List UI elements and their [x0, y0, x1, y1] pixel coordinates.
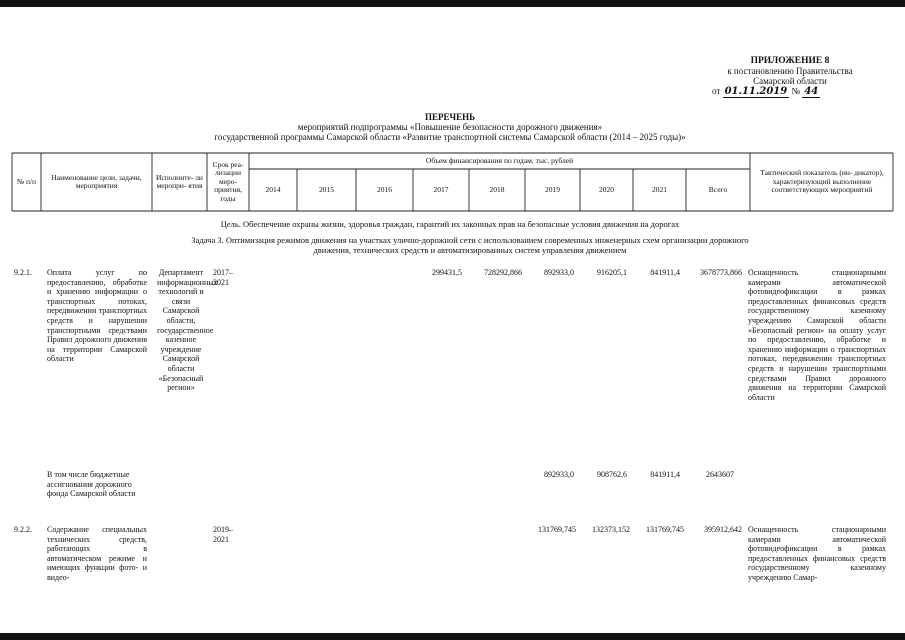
number-label: №	[791, 86, 801, 96]
scan-bottom-border	[0, 633, 905, 640]
row-9-2-2-num: 9.2.2.	[14, 525, 32, 534]
row-subtotal-name: В том числе бюджетные ассигнования дорожного фонда Самарской области	[47, 470, 136, 499]
row-9-2-2-total: 395912,642	[704, 525, 742, 534]
row-9-2-1-num: 9.2.1.	[14, 268, 32, 277]
row-9-2-1-term: 2017– 2021	[213, 268, 233, 287]
document-title: ПЕРЕЧЕНЬ	[424, 112, 476, 122]
header-num: № п/п	[16, 176, 37, 186]
row-9-2-2-2019: 131769,745	[538, 525, 576, 534]
header-year-2020: 2020	[599, 184, 614, 194]
header-year-2016: 2016	[377, 184, 392, 194]
header-year-2019: 2019	[545, 184, 560, 194]
document-subtitle-2: государственной программы Самарской области «Развитие транспортной системы Самарской области (2014 – 2025 годы)»	[214, 132, 686, 142]
row-9-2-2-indicator: Оснащенность стационарными камерами автоматической фотовидеофиксации в рамках предоставленных финансовых средств государственному казенному учреждению Самар-	[748, 525, 886, 582]
document-subtitle-1: мероприятий подпрограммы «Повышение безопасности дорожного движения»	[297, 122, 603, 132]
row-9-2-2-2021: 131769,745	[646, 525, 684, 534]
row-9-2-2-name: Содержание специальных технических средств, работающих в автоматическом режиме и имеющих функции фото- и видео-	[47, 525, 147, 582]
appendix-date-line	[712, 86, 862, 97]
row-9-2-1-2017: 299431,5	[432, 268, 462, 277]
appendix-title: ПРИЛОЖЕНИЕ 8	[750, 56, 830, 66]
row-9-2-1-name: Оплата услуг по предоставлению, обработке и хранению информации о транспортных потоках, передвижении транспортных средств и нарушении транспортными средствами Правил дорожного движения на территории Самарской области	[47, 268, 147, 364]
task-text	[150, 235, 790, 255]
row-9-2-1-indicator: Оснащенность стационарными камерами автоматической фотовидеофиксации в рамках предоставленных финансовых средств государственному казенному учреждению Самарской области «Безопасный регион» на оплату услуг по предоставлению, обработке и хранению информации о транспортных потоках, передвижении транспортных средств и нарушении транспортными средствами Правил дорожного движения на территории Самарской области	[748, 268, 886, 402]
row-9-2-1-total: 3678773,866	[700, 268, 742, 277]
row-9-2-1-2018: 728292,866	[484, 268, 522, 277]
header-name: Наименование цели, задачи, мероприятия	[51, 172, 142, 190]
handwritten-date: 01.11.2019	[724, 86, 788, 97]
header-year-2021: 2021	[652, 184, 667, 194]
handwritten-number: 44	[804, 86, 819, 97]
row-9-2-1-2021: 841911,4	[650, 268, 680, 277]
header-year-2017: 2017	[433, 184, 449, 194]
appendix-header	[690, 56, 890, 86]
goal-text: Цель. Обеспечение охраны жизни, здоровья граждан, гарантий их законных прав на безопасные условия движения на дорогах	[220, 219, 680, 229]
header-year-2018: 2018	[489, 184, 505, 194]
from-label: от	[712, 86, 721, 96]
row-9-2-2-2020: 132373,152	[592, 525, 630, 534]
task-line-1: Задача 3. Оптимизация режимов движения на участках улично-дорожной сети с использованием современных инженерных схем организации дорожного	[191, 235, 749, 245]
header-term: Срок реа- лизации меро- приятия, годы	[212, 159, 244, 203]
document-title-block	[150, 112, 750, 142]
row-subtotal-2020: 908762,6	[597, 470, 627, 479]
header-executor: Исполните- ли меропри- ятия	[156, 172, 203, 190]
row-subtotal-2019: 892933,0	[544, 470, 574, 479]
appendix-line1: к постановлению Правительства	[727, 66, 853, 76]
row-9-2-1-2019: 892933,0	[544, 268, 574, 277]
row-9-2-1-2020: 916205,1	[597, 268, 627, 277]
header-year-2014: 2014	[265, 184, 281, 194]
header-total: Всего	[708, 184, 728, 194]
row-9-2-1-executor: Департамент информационных технологий и связи Самарской области, государственное казенное учреждение Самарской области «Безопасный регион»	[157, 268, 218, 393]
header-indicator: Тактический показатель (ин- дикатор), характеризующий выполнение соответствующих мероприятий	[760, 168, 884, 195]
header-year-2015: 2015	[319, 184, 334, 194]
scan-top-border	[0, 0, 905, 7]
header-funding: Объем финансирования по годам, тыс. рублей	[425, 155, 574, 165]
task-line-2: движения, технических средств и автоматизированных систем управления движением	[313, 245, 627, 255]
row-subtotal-2021: 841911,4	[650, 470, 680, 479]
appendix-line2: Самарской области	[753, 76, 827, 86]
row-9-2-2-term: 2019– 2021	[213, 525, 233, 544]
row-subtotal-total: 2643607	[706, 470, 734, 479]
